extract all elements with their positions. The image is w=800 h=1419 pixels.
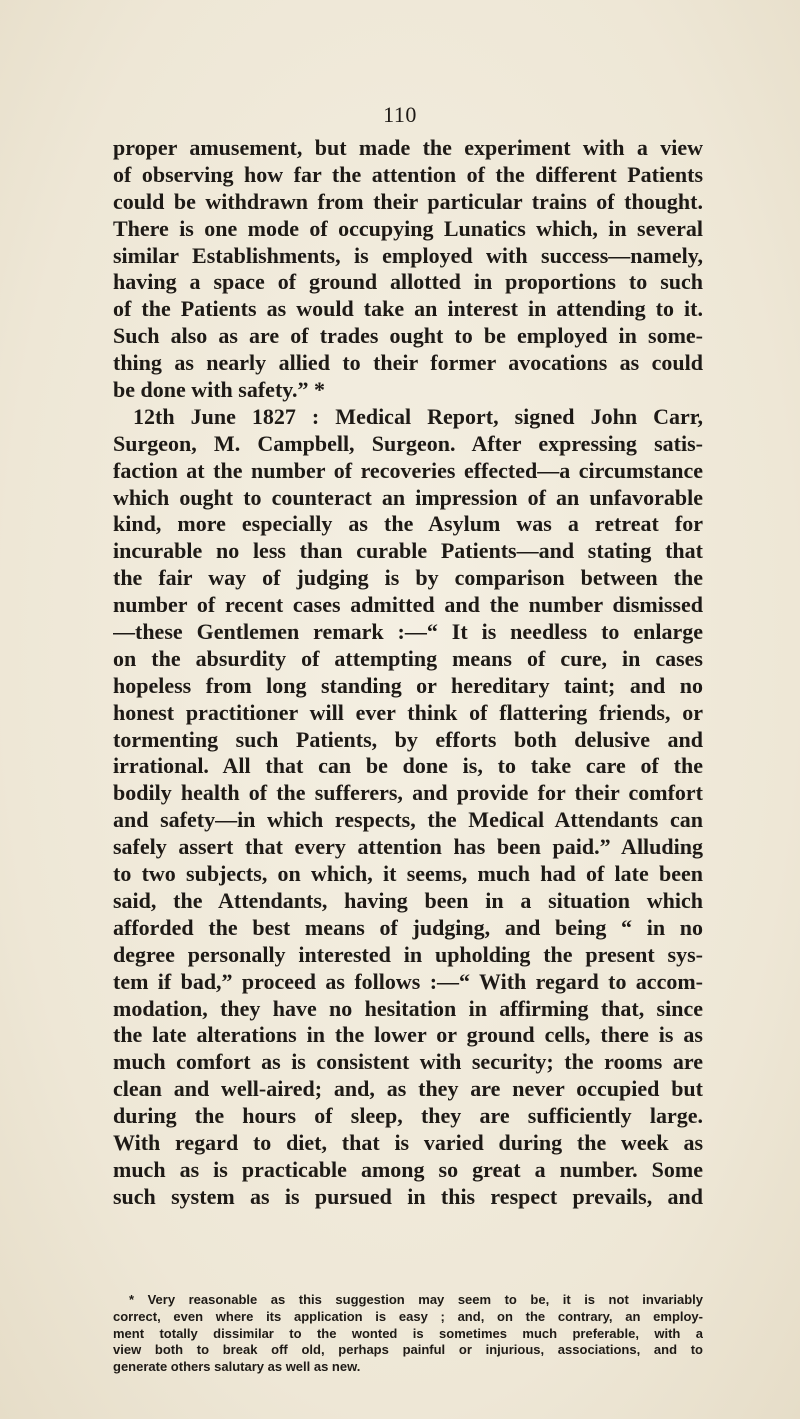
text-line: honest practitioner will ever think of flattering friends, or — [113, 699, 703, 725]
text-line: the late alterations in the lower or ground cells, there is as — [113, 1022, 703, 1048]
text-line: clean and well-aired; and, as they are never occupied but — [113, 1076, 703, 1102]
text-line: which ought to counteract an impression of an unfavorable — [113, 484, 703, 510]
text-line: modation, they have no hesitation in affirming that, since — [113, 995, 703, 1021]
text-line: thing as nearly allied to their former avocations as could — [113, 350, 703, 376]
text-line: on the absurdity of attempting means of cure, in cases — [113, 645, 703, 671]
text-line: tormenting such Patients, by efforts both delusive and — [113, 726, 703, 752]
footnote-line: view both to break off old, perhaps painful or injurious, associations, and to — [113, 1342, 703, 1358]
text-line: of observing how far the attention of the different Patients — [113, 161, 703, 187]
text-line: incurable no less than curable Patients—and stating that — [113, 538, 703, 564]
text-line: having a space of ground allotted in proportions to such — [113, 269, 703, 295]
text-line: proper amusement, but made the experiment with a view — [113, 135, 703, 160]
text-line: number of recent cases admitted and the number dismissed — [113, 592, 703, 618]
text-line: could be withdrawn from their particular trains of thought. — [113, 188, 703, 214]
text-line: bodily health of the sufferers, and provide for their comfort — [113, 780, 703, 806]
footnote-line: correct, even where its application is easy ; and, on the contrary, an employ- — [113, 1308, 703, 1324]
text-line: be done with safety.” * — [113, 377, 326, 403]
text-line: safely assert that every attention has been paid.” Alluding — [113, 834, 703, 860]
text-line: —these Gentlemen remark :—“ It is needless to enlarge — [113, 619, 703, 645]
text-line: to two subjects, on which, it seems, much had of late been — [113, 861, 703, 887]
text-line: much comfort as is consistent with security; the rooms are — [113, 1049, 703, 1075]
footnote-line: * Very reasonable as this suggestion may seem to be, it is not invariably — [129, 1292, 703, 1307]
text-line: tem if bad,” proceed as follows :—“ With regard to accom- — [113, 968, 703, 994]
text-line: afforded the best means of judging, and being “ in no — [113, 914, 703, 940]
text-line: such system as is pursued in this respect prevails, and — [113, 1183, 703, 1209]
text-line: hopeless from long standing or hereditary taint; and no — [113, 672, 703, 698]
main-text — [113, 135, 703, 1211]
text-line: Surgeon, M. Campbell, Surgeon. After expressing satis- — [113, 430, 703, 456]
text-line: of the Patients as would take an interest in attending to it. — [113, 296, 703, 322]
footnote-line: ment totally dissimilar to the wonted is sometimes much preferable, with a — [113, 1325, 703, 1341]
page-number: 110 — [383, 102, 417, 127]
text-line: during the hours of sleep, they are sufficiently large. — [113, 1103, 703, 1129]
text-line: kind, more especially as the Asylum was a retreat for — [113, 511, 703, 537]
text-line: With regard to diet, that is varied during the week as — [113, 1129, 703, 1155]
footnote-line: generate others salutary as well as new. — [113, 1359, 361, 1375]
text-line: and safety—in which respects, the Medical Attendants can — [113, 807, 703, 833]
text-line: irrational. All that can be done is, to take care of the — [113, 753, 703, 779]
text-line: similar Establishments, is employed with success—namely, — [113, 242, 703, 268]
text-line: much as is practicable among so great a number. Some — [113, 1156, 703, 1182]
text-line: Such also as are of trades ought to be employed in some- — [113, 323, 703, 349]
footnote — [113, 1292, 703, 1376]
text-line: faction at the number of recoveries effected—a circumstance — [113, 457, 703, 483]
text-line: There is one mode of occupying Lunatics which, in several — [113, 215, 703, 241]
text-line: degree personally interested in upholding the present sys- — [113, 941, 703, 967]
text-line: the fair way of judging is by comparison between the — [113, 565, 703, 591]
text-line: said, the Attendants, having been in a situation which — [113, 887, 703, 913]
text-line: 12th June 1827 : Medical Report, signed John Carr, — [133, 403, 703, 429]
